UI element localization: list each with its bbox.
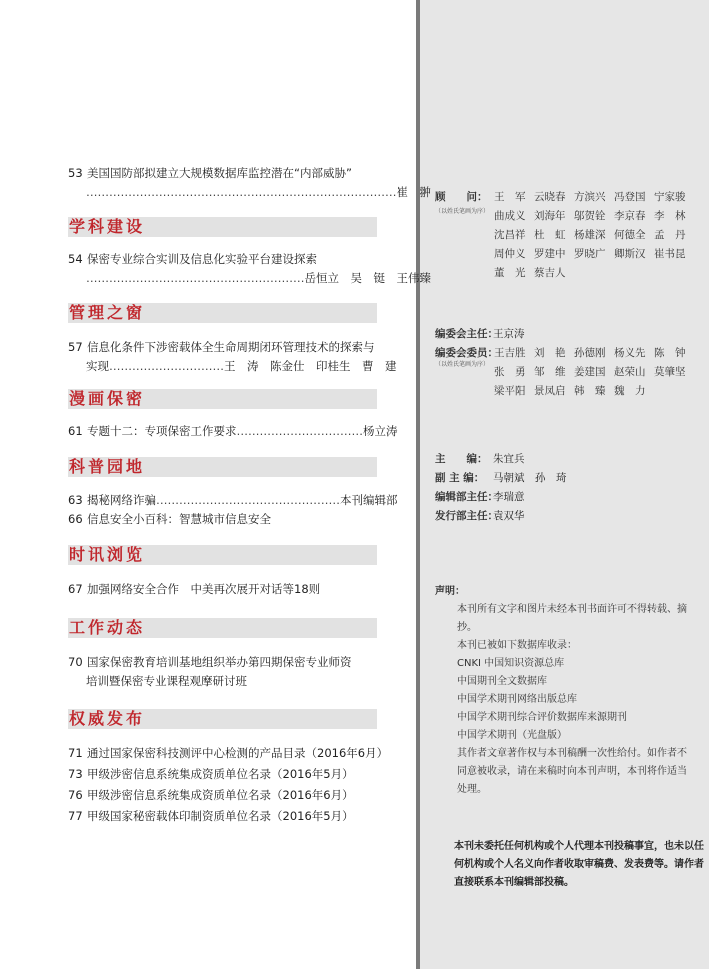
person-name: 王 军 bbox=[494, 191, 526, 203]
database-item: CNKI 中国知识资源总库 bbox=[457, 658, 565, 669]
database-item: 中国学术期刊网络出版总库 bbox=[457, 694, 577, 705]
person-name: 曲成义 bbox=[494, 210, 526, 222]
toc-entry[interactable] bbox=[68, 164, 376, 183]
toc-entry[interactable] bbox=[68, 807, 376, 826]
person-name: 李 林 bbox=[654, 210, 686, 222]
person-name: 孟 丹 bbox=[654, 229, 686, 241]
advisors-note: （以姓氏笔画为序） bbox=[435, 208, 490, 215]
entry-title: 信息化条件下涉密载体全生命周期闭环管理技术的探索与 bbox=[87, 340, 375, 354]
toc-entry[interactable] bbox=[68, 765, 376, 784]
entry-author: 岳恒立 吴 铤 王伟臻 bbox=[304, 271, 431, 285]
name-row bbox=[494, 344, 694, 363]
entry-title: 通过国家保密科技测评中心检测的产品目录（2016年6月） bbox=[87, 746, 389, 760]
name-row bbox=[494, 226, 694, 245]
person-name: 邬贺铨 bbox=[574, 210, 606, 222]
person-name: 韩 臻 bbox=[574, 385, 606, 397]
toc-entry[interactable] bbox=[68, 250, 376, 269]
advisors-names bbox=[494, 188, 694, 283]
person-name: 杜 虹 bbox=[534, 229, 566, 241]
board-names bbox=[494, 344, 694, 401]
name-row bbox=[494, 264, 694, 283]
toc-entry[interactable] bbox=[68, 338, 376, 357]
advisors-label: 顾 问： bbox=[435, 191, 488, 203]
board-director-label: 编委会主任： bbox=[435, 328, 498, 340]
entry-author: 王 涛 陈金仕 印桂生 曹 建 bbox=[224, 359, 397, 373]
notice-title: 声明： bbox=[435, 586, 465, 597]
page-number: 63 bbox=[68, 493, 83, 507]
entry-author: 本刊编辑部 bbox=[340, 493, 398, 507]
name-row bbox=[494, 382, 694, 401]
person-name: 蔡吉人 bbox=[534, 267, 566, 279]
person-name: 梁平阳 bbox=[494, 385, 526, 397]
editor-label: 副 主 编： bbox=[435, 472, 485, 484]
person-name: 莫肇坚 bbox=[654, 366, 686, 378]
toc-entry[interactable] bbox=[68, 422, 398, 441]
notice-p3: 其作者文章著作权与本刊稿酬一次性给付。如作者不同意被收录，请在来稿时向本刊声明，本刊将作适当处理。 bbox=[457, 748, 687, 795]
person-name: 魏 力 bbox=[614, 385, 646, 397]
person-name: 宁家骏 bbox=[654, 191, 686, 203]
person-name: 杨雄深 bbox=[574, 229, 606, 241]
entry-title: 加强网络安全合作 中美再次展开对话等18则 bbox=[87, 582, 321, 596]
entry-title: 美国国防部拟建立大规模数据库监控潜在“内部威胁” bbox=[87, 166, 352, 180]
board-director-row bbox=[435, 325, 525, 344]
toc-entry-author-line bbox=[86, 269, 431, 288]
entry-title: 保密专业综合实训及信息化实验平台建设探索 bbox=[87, 252, 317, 266]
toc-entry[interactable] bbox=[68, 491, 398, 510]
entry-author: 杨立涛 bbox=[363, 424, 398, 438]
toc-entry-author-line bbox=[86, 183, 431, 202]
section-title: 时讯浏览 bbox=[69, 545, 146, 564]
entry-title: 甲级涉密信息系统集成资质单位名录（2016年6月） bbox=[87, 788, 354, 802]
page-number: 70 bbox=[68, 655, 83, 669]
person-name: 董 光 bbox=[494, 267, 526, 279]
name-row bbox=[494, 245, 694, 264]
leader-dots: ………………………………………………… bbox=[86, 271, 305, 285]
entry-title: 国家保密教育培训基地组织举办第四期保密专业师资 bbox=[87, 655, 352, 669]
person-name: 刘海年 bbox=[534, 210, 566, 222]
person-name: 罗晓广 bbox=[574, 248, 606, 260]
person-name: 邹 维 bbox=[534, 366, 566, 378]
editor-value: 袁双华 bbox=[493, 510, 525, 522]
leader-dots: ………………………………………… bbox=[156, 493, 340, 507]
editor-label: 主 编： bbox=[435, 453, 488, 465]
person-name: 崔书昆 bbox=[654, 248, 686, 260]
database-list bbox=[435, 655, 695, 745]
notice-p1: 本刊所有文字和图片未经本刊书面许可不得转载、摘抄。 bbox=[457, 604, 687, 633]
editor-row bbox=[435, 488, 567, 507]
person-name: 卿斯汉 bbox=[614, 248, 646, 260]
page-number: 57 bbox=[68, 340, 83, 354]
toc-entry-author-line bbox=[86, 357, 397, 376]
editor-value: 李瑞意 bbox=[493, 491, 525, 503]
person-name: 李京春 bbox=[614, 210, 646, 222]
board-director: 王京涛 bbox=[493, 328, 525, 340]
editor-value: 马朝斌 孙 琦 bbox=[493, 472, 567, 484]
entry-author: 崔 翀 bbox=[396, 185, 431, 199]
section-title: 漫画保密 bbox=[69, 389, 146, 408]
entry-title-continued: 培训暨保密专业课程观摩研讨班 bbox=[86, 674, 247, 688]
advisors-label-block bbox=[435, 188, 489, 207]
entry-title: 甲级国家秘密载体印制资质单位名录（2016年5月） bbox=[87, 809, 354, 823]
editor-row bbox=[435, 450, 567, 469]
page-number: 77 bbox=[68, 809, 83, 823]
person-name: 何德全 bbox=[614, 229, 646, 241]
page-number: 67 bbox=[68, 582, 83, 596]
name-row bbox=[494, 207, 694, 226]
editor-value: 朱宜兵 bbox=[493, 453, 525, 465]
entry-title: 专题十二：专项保密工作要求 bbox=[87, 424, 237, 438]
page-number: 54 bbox=[68, 252, 83, 266]
person-name: 孙德刚 bbox=[574, 347, 606, 359]
editors-block bbox=[435, 450, 567, 526]
section-title: 科普园地 bbox=[69, 457, 146, 476]
page-number: 53 bbox=[68, 166, 83, 180]
entry-title: 揭秘网络诈骗 bbox=[87, 493, 156, 507]
person-name: 云晓春 bbox=[534, 191, 566, 203]
editor-row bbox=[435, 507, 567, 526]
person-name: 景凤启 bbox=[534, 385, 566, 397]
person-name: 姜建国 bbox=[574, 366, 606, 378]
name-row bbox=[494, 363, 694, 382]
person-name: 罗建中 bbox=[534, 248, 566, 260]
page-number: 66 bbox=[68, 512, 83, 526]
leader-dots: ………………………… bbox=[109, 359, 224, 373]
person-name: 沈昌祥 bbox=[494, 229, 526, 241]
database-item: 中国学术期刊综合评价数据库来源期刊 bbox=[457, 712, 627, 723]
section-title: 学科建设 bbox=[69, 217, 146, 236]
toc-entry[interactable] bbox=[68, 580, 376, 599]
editor-label: 编辑部主任： bbox=[435, 491, 498, 503]
page-number: 61 bbox=[68, 424, 83, 438]
person-name: 王吉胜 bbox=[494, 347, 526, 359]
section-title: 工作动态 bbox=[69, 618, 146, 637]
person-name: 冯登国 bbox=[614, 191, 646, 203]
person-name: 陈 钟 bbox=[654, 347, 686, 359]
name-row bbox=[494, 188, 694, 207]
person-name: 刘 艳 bbox=[534, 347, 566, 359]
entry-title: 甲级涉密信息系统集成资质单位名录（2016年5月） bbox=[87, 767, 354, 781]
entry-title-continued: 实现 bbox=[86, 359, 109, 373]
page-number: 71 bbox=[68, 746, 83, 760]
leader-dots: …………………………… bbox=[236, 424, 363, 438]
toc-entry[interactable] bbox=[68, 744, 389, 763]
leader-dots: ……………………………………………………………………… bbox=[86, 185, 397, 199]
final-statement: 本刊未委托任何机构或个人代理本刊投稿事宜，也未以任何机构或个人名义向作者收取审稿费、发表费等。请作者直接联系本刊编辑部投稿。 bbox=[454, 841, 704, 888]
database-item: 中国学术期刊（光盘版） bbox=[457, 730, 567, 741]
board-members-label: 编委会委员： bbox=[435, 347, 498, 359]
person-name: 张 勇 bbox=[494, 366, 526, 378]
section-title: 权威发布 bbox=[69, 709, 146, 728]
notice-p2: 本刊已被如下数据库收录： bbox=[457, 640, 577, 651]
database-item: 中国期刊全文数据库 bbox=[457, 676, 547, 687]
board-note: （以姓氏笔画为序） bbox=[435, 361, 490, 368]
person-name: 周仲义 bbox=[494, 248, 526, 260]
entry-title: 信息安全小百科：智慧城市信息安全 bbox=[87, 512, 271, 526]
editor-row bbox=[435, 469, 567, 488]
toc-entry[interactable] bbox=[68, 510, 376, 529]
page-number: 73 bbox=[68, 767, 83, 781]
toc-entry[interactable] bbox=[68, 786, 376, 805]
toc-entry[interactable] bbox=[68, 653, 376, 672]
person-name: 方滨兴 bbox=[574, 191, 606, 203]
toc-entry-title-continued bbox=[86, 672, 376, 691]
person-name: 赵荣山 bbox=[614, 366, 646, 378]
section-title: 管理之窗 bbox=[69, 303, 146, 322]
person-name: 杨义先 bbox=[614, 347, 646, 359]
page-number: 76 bbox=[68, 788, 83, 802]
editor-label: 发行部主任： bbox=[435, 510, 498, 522]
notice-block bbox=[435, 583, 695, 799]
